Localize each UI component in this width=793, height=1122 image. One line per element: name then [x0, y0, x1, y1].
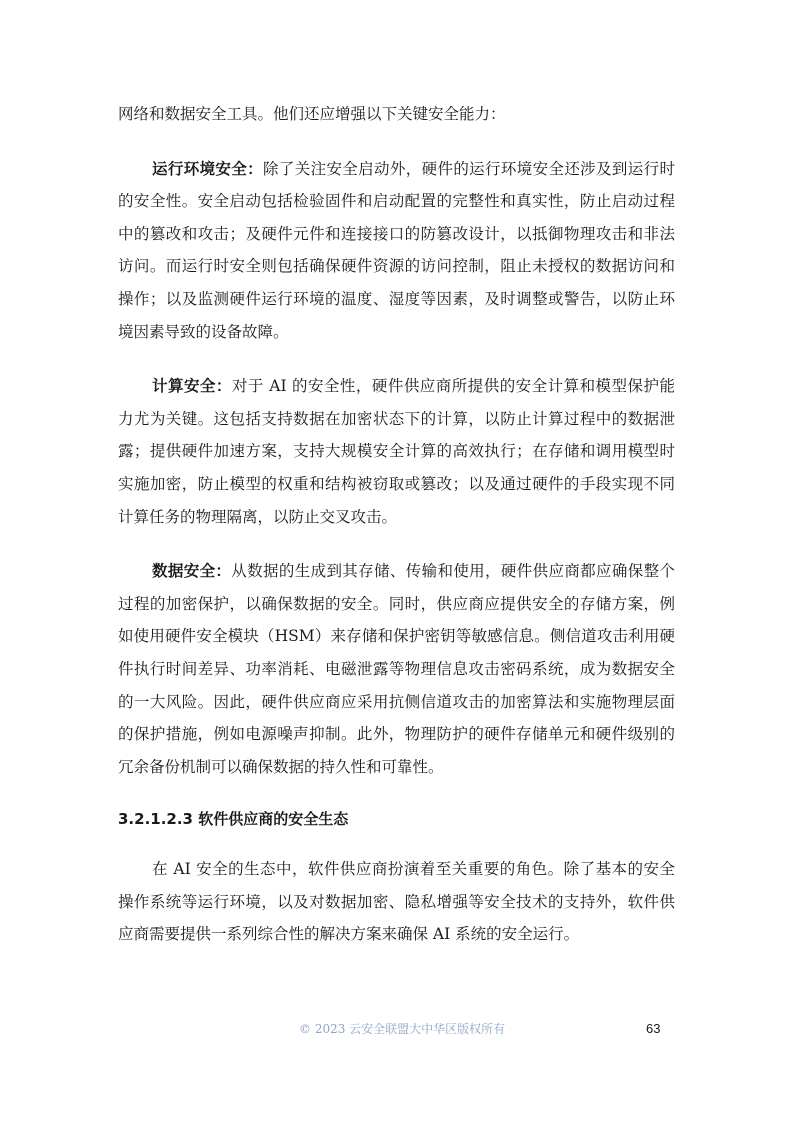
section-data-security [118, 555, 675, 783]
intro-paragraph: 网络和数据安全工具。他们还应增强以下关键安全能力： [118, 105, 506, 123]
page-number: 63 [646, 1021, 661, 1036]
section-text: 对于 AI 的安全性，硬件供应商所提供的安全计算和模型保护能力尤为关键。这包括支持数据在加密状态下的计算，以防止计算过程中的数据泄露；提供硬件加速方案，支持大规模安全计算的高效执行；在存储和调用模型时实施加密，防止模型的权重和结构被窃取或篡改；以及通过硬件的手段实现不同计算任务的物理隔离，以防止交叉攻击。 [118, 377, 675, 526]
spacer [118, 783, 675, 803]
section-term: 运行环境安全： [152, 159, 264, 178]
section-text: 从数据的生成到其存储、传输和使用，硬件供应商都应确保整个过程的加密保护，以确保数据的安全。同时，供应商应提供安全的存储方案，例如使用硬件安全模块（HSM）来存储和保护密钥等敏感信息。侧信道攻击利用硬件执行时间差异、功率消耗、电磁泄露等物理信息攻击密码系统，成为数据安全的一大风险。因此，硬件供应商应采用抗侧信道攻击的加密算法和实施物理层面的保护措施，例如电源噪声抑制。此外，物理防护的硬件存储单元和硬件级别的冗余备份机制可以确保数据的持久性和可靠性。 [118, 562, 675, 776]
copyright-notice: © 2023 云安全联盟大中华区版权所有 [299, 1022, 506, 1036]
page-content [118, 98, 675, 951]
closing-paragraph: 在 AI 安全的生态中，软件供应商扮演着至关重要的角色。除了基本的安全操作系统等运行环境，以及对数据加密、隐私增强等安全技术的支持外，软件供应商需要提供一系列综合性的解决方案来确保 AI 系统的安全运行。 [118, 860, 675, 944]
section-heading: 3.2.1.2.3 软件供应商的安全生态 [118, 810, 349, 829]
section-runtime-environment [118, 153, 675, 349]
section-term: 计算安全： [152, 377, 232, 396]
spacer [118, 348, 675, 370]
section-text: 除了关注安全启动外，硬件的运行环境安全还涉及到运行时的安全性。安全启动包括检验固件和启动配置的完整性和真实性，防止启动过程中的篡改和攻击；及硬件元件和连接接口的防篡改设计，以抵御物理攻击和非法访问。而运行时安全则包括确保硬件资源的访问控制，阻止未授权的数据访问和操作；以及监测硬件运行环境的温度、湿度等因素，及时调整或警告，以防止环境因素导致的设备故障。 [118, 159, 675, 341]
spacer [118, 835, 675, 853]
spacer [118, 533, 675, 555]
section-term: 数据安全： [152, 562, 232, 581]
spacer [118, 131, 675, 153]
page-footer [0, 1018, 793, 1042]
section-compute-security [118, 370, 675, 533]
